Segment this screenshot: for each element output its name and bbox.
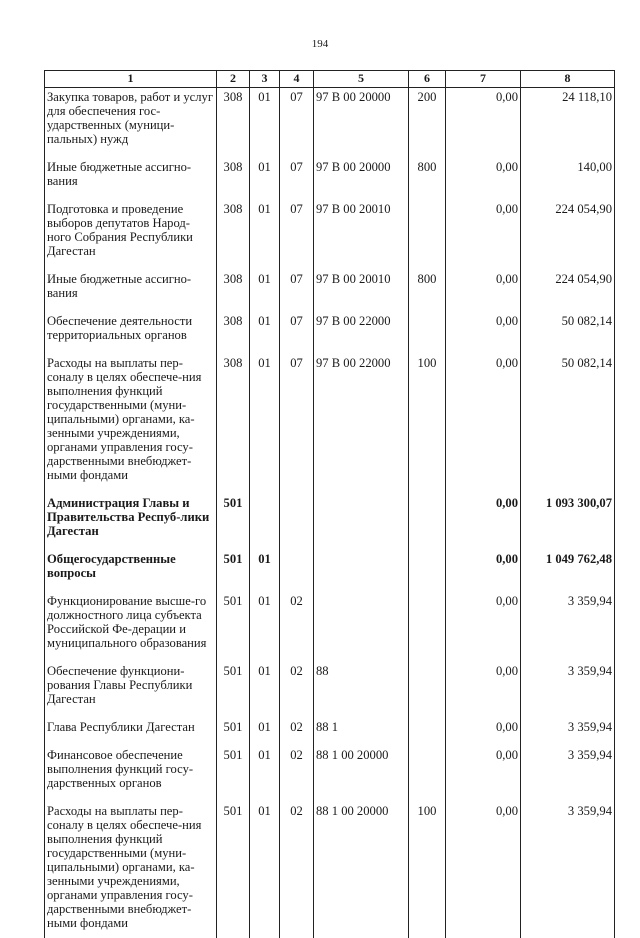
cell-target-article: 97 В 00 20000	[314, 88, 409, 159]
cell-expense-type	[409, 592, 446, 662]
table-row	[45, 200, 615, 270]
cell-section-code: 01	[250, 88, 280, 159]
cell-subsection-code	[280, 494, 314, 550]
column-header: 3	[250, 71, 280, 88]
cell-expense-type	[409, 200, 446, 270]
table-row	[45, 662, 615, 718]
cell-subsection-code: 02	[280, 592, 314, 662]
cell-subsection-code: 07	[280, 158, 314, 200]
cell-amount-col8: 3 359,94	[521, 592, 615, 662]
cell-ministry-code: 501	[217, 802, 250, 938]
cell-section-code: 01	[250, 312, 280, 354]
cell-target-article	[314, 550, 409, 592]
cell-subsection-code: 07	[280, 270, 314, 312]
cell-target-article	[314, 592, 409, 662]
column-header: 7	[446, 71, 521, 88]
cell-subsection-code: 02	[280, 802, 314, 938]
cell-name: Администрация Главы и Правительства Респуб-лики Дагестан	[45, 494, 217, 550]
table-row	[45, 354, 615, 494]
cell-ministry-code: 501	[217, 718, 250, 746]
table-header-row	[45, 71, 615, 88]
cell-target-article: 88 1 00 20000	[314, 802, 409, 938]
table-row	[45, 88, 615, 159]
cell-name: Расходы на выплаты пер-соналу в целях обеспече-ния выполнения функций государственными (муни-ципальными) органами, ка-зенными учреждениями, органами управления госу-дарственными внебюджет-ными фондами	[45, 802, 217, 938]
cell-amount-col8: 140,00	[521, 158, 615, 200]
cell-amount-col8: 1 093 300,07	[521, 494, 615, 550]
cell-amount-col8: 3 359,94	[521, 746, 615, 802]
cell-amount-col8: 50 082,14	[521, 312, 615, 354]
cell-target-article: 88 1 00 20000	[314, 746, 409, 802]
column-header: 8	[521, 71, 615, 88]
cell-expense-type	[409, 312, 446, 354]
cell-expense-type: 800	[409, 270, 446, 312]
cell-expense-type: 200	[409, 88, 446, 159]
table-body	[45, 88, 615, 938]
cell-amount-col8: 3 359,94	[521, 802, 615, 938]
cell-amount-col7: 0,00	[446, 158, 521, 200]
cell-ministry-code: 501	[217, 592, 250, 662]
cell-expense-type: 100	[409, 354, 446, 494]
cell-ministry-code: 501	[217, 746, 250, 802]
cell-name: Общегосударственные вопросы	[45, 550, 217, 592]
cell-expense-type	[409, 494, 446, 550]
cell-target-article: 88	[314, 662, 409, 718]
cell-amount-col7: 0,00	[446, 354, 521, 494]
cell-target-article: 97 В 00 22000	[314, 354, 409, 494]
cell-ministry-code: 308	[217, 158, 250, 200]
cell-expense-type	[409, 746, 446, 802]
budget-table	[44, 70, 615, 938]
cell-subsection-code: 07	[280, 88, 314, 159]
column-header: 4	[280, 71, 314, 88]
table-row	[45, 550, 615, 592]
cell-ministry-code: 501	[217, 550, 250, 592]
cell-name: Обеспечение деятельности территориальных органов	[45, 312, 217, 354]
cell-ministry-code: 308	[217, 354, 250, 494]
cell-name: Иные бюджетные ассигно-вания	[45, 158, 217, 200]
column-header: 6	[409, 71, 446, 88]
cell-target-article: 97 В 00 20010	[314, 270, 409, 312]
cell-ministry-code: 501	[217, 494, 250, 550]
cell-amount-col8: 3 359,94	[521, 718, 615, 746]
table-row	[45, 746, 615, 802]
cell-subsection-code: 07	[280, 200, 314, 270]
cell-target-article	[314, 494, 409, 550]
cell-amount-col7: 0,00	[446, 718, 521, 746]
table-row	[45, 718, 615, 746]
cell-amount-col7: 0,00	[446, 200, 521, 270]
cell-expense-type	[409, 550, 446, 592]
cell-expense-type: 800	[409, 158, 446, 200]
page-number: 194	[0, 38, 640, 50]
cell-amount-col7: 0,00	[446, 550, 521, 592]
cell-subsection-code: 02	[280, 662, 314, 718]
table-row	[45, 312, 615, 354]
cell-amount-col8: 50 082,14	[521, 354, 615, 494]
cell-target-article: 88 1	[314, 718, 409, 746]
cell-expense-type: 100	[409, 802, 446, 938]
cell-section-code	[250, 494, 280, 550]
cell-amount-col8: 1 049 762,48	[521, 550, 615, 592]
cell-ministry-code: 501	[217, 662, 250, 718]
cell-ministry-code: 308	[217, 270, 250, 312]
cell-section-code: 01	[250, 270, 280, 312]
cell-section-code: 01	[250, 354, 280, 494]
cell-expense-type	[409, 662, 446, 718]
cell-name: Закупка товаров, работ и услуг для обеспечения гос-ударственных (муници-пальных) нужд	[45, 88, 217, 159]
table-row	[45, 802, 615, 938]
cell-amount-col8: 24 118,10	[521, 88, 615, 159]
cell-target-article: 97 В 00 20010	[314, 200, 409, 270]
cell-name: Глава Республики Дагестан	[45, 718, 217, 746]
cell-amount-col7: 0,00	[446, 662, 521, 718]
cell-section-code: 01	[250, 592, 280, 662]
column-header: 2	[217, 71, 250, 88]
cell-ministry-code: 308	[217, 312, 250, 354]
cell-amount-col8: 224 054,90	[521, 200, 615, 270]
cell-name: Подготовка и проведение выборов депутатов Народ-ного Собрания Республики Дагестан	[45, 200, 217, 270]
cell-target-article: 97 В 00 22000	[314, 312, 409, 354]
cell-subsection-code	[280, 550, 314, 592]
cell-subsection-code: 07	[280, 354, 314, 494]
cell-ministry-code: 308	[217, 88, 250, 159]
table-row	[45, 270, 615, 312]
cell-expense-type	[409, 718, 446, 746]
column-header: 5	[314, 71, 409, 88]
cell-name: Финансовое обеспечение выполнения функций госу-дарственных органов	[45, 746, 217, 802]
cell-name: Функционирование высше-го должностного лица субъекта Российской Фе-дерации и муниципального образования	[45, 592, 217, 662]
cell-amount-col8: 224 054,90	[521, 270, 615, 312]
table-row	[45, 158, 615, 200]
cell-amount-col7: 0,00	[446, 802, 521, 938]
table-row	[45, 494, 615, 550]
column-header: 1	[45, 71, 217, 88]
cell-section-code: 01	[250, 662, 280, 718]
cell-subsection-code: 02	[280, 746, 314, 802]
cell-section-code: 01	[250, 200, 280, 270]
cell-section-code: 01	[250, 746, 280, 802]
cell-amount-col7: 0,00	[446, 270, 521, 312]
cell-amount-col7: 0,00	[446, 746, 521, 802]
cell-section-code: 01	[250, 802, 280, 938]
cell-section-code: 01	[250, 158, 280, 200]
cell-name: Иные бюджетные ассигно-вания	[45, 270, 217, 312]
cell-amount-col7: 0,00	[446, 312, 521, 354]
cell-name: Обеспечение функциони-рования Главы Республики Дагестан	[45, 662, 217, 718]
cell-amount-col7: 0,00	[446, 592, 521, 662]
cell-name: Расходы на выплаты пер-соналу в целях обеспече-ния выполнения функций государственными (муни-ципальными) органами, ка-зенными учреждениями, органами управления госу-дарственными внебюджет-ными фондами	[45, 354, 217, 494]
cell-amount-col7: 0,00	[446, 88, 521, 159]
table-row	[45, 592, 615, 662]
cell-section-code: 01	[250, 718, 280, 746]
cell-target-article: 97 В 00 20000	[314, 158, 409, 200]
cell-ministry-code: 308	[217, 200, 250, 270]
cell-subsection-code: 07	[280, 312, 314, 354]
cell-section-code: 01	[250, 550, 280, 592]
cell-amount-col8: 3 359,94	[521, 662, 615, 718]
cell-subsection-code: 02	[280, 718, 314, 746]
cell-amount-col7: 0,00	[446, 494, 521, 550]
